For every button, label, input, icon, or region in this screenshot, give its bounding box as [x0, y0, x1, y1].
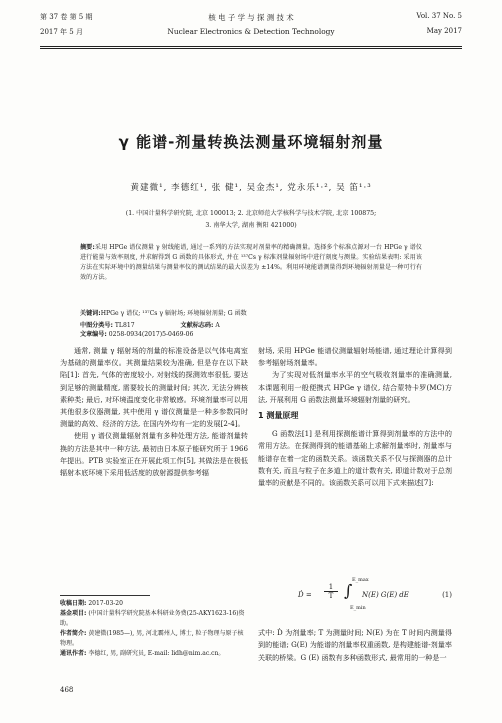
paper-title: γ 能谱-剂量转换法测量环境辐射剂量: [118, 133, 384, 151]
right-paragraph-4: 式中: Ḋ 为剂量率; T 为测量时间; N(E) 为在 T 时间内测量得到的能谱; G(E) 为能谱的剂量率权重函数, 是构建能谱-剂量率关联的桥梁。G (E) 函数有多种函数形式, 最常用的一种是一: [258, 628, 452, 662]
right-paragraph-3: G 函数法[1] 是利用探测能谱计算得到剂量率的方法中的常用方法。在探测得到的能谱基础上求解剂量率时, 剂量率与能谱存在着一定的函数关系。该函数关系不仅与探测器的总计数有关, 而且与粒子在多道上的道计数有关, 即道计数对于总剂量率的贡献是不同的。该函数关系可以用下式来描述[7]:: [258, 429, 452, 488]
header-date-en: May 2017: [426, 27, 462, 35]
clc-label: 中图分类号:: [80, 322, 113, 329]
doc-code: [181, 320, 242, 329]
header-divider: [40, 48, 462, 49]
fraction-denominator: T: [328, 592, 334, 600]
left-paragraph-2: 使用 γ 谱仪测量辐射剂量有多种处理方法, 能谱剂量转换的方法是其中一种方法, 最初由日本原子能研究所于 1966 年提出。PTB 实验室正在开展此项工作[5], 其做法是在极低辐射本底环境下采用低活度的放射源提供参考辐: [60, 431, 248, 478]
affiliation-line-2: 3. 南华大学, 湖南 衡阳 421000): [205, 222, 297, 229]
abstract-text: 采用 HPGe 谱仪测量 γ 射线能谱, 通过一系列的方法实现对剂量率的精确测量。选择多个标准点源对一台 HPGe γ 谱仪进行能量与效率刻度, 并求解得到 G 函数的具体形式, 并在 ¹³⁷Cs γ 标准剂量辐射场中进行刻度与测量。实验结果表明: 采用该方法在实际环境中的测量结果与测量率仪的测试结果的最大误差为 ±14%。利用环境能谱测量得到环境辐射剂量是一种可行有效的方法。: [80, 244, 422, 281]
section-heading: 1 测量原理: [258, 411, 299, 421]
right-column-bottom: [258, 620, 452, 671]
equation-number: (1): [442, 591, 452, 599]
integral-lower-limit: E_min: [350, 605, 366, 611]
equation-1: [258, 577, 452, 617]
keywords-text: HPGe γ 谱仪; ¹³⁷Cs γ 辐射场; 环境辐射剂量; G 函数: [100, 310, 247, 317]
equation-body: N(E) G(E) dE: [362, 591, 409, 599]
header-journal-en: Nuclear Electronics & Detection Technology: [167, 27, 335, 36]
author-bio-label: 作者简介:: [60, 630, 87, 637]
left-paragraph-1: 通常, 测量 γ 辐射场的剂量的标准设备是以气体电离室为基础的测量率仪。其测量结果较为准确, 但是存在以下缺陷[1]: 首先, 气体的密度较小, 对射线的探测效率很低, 要达到足够的测量精度, 需要较长的测量时间; 其次, 无法分辨核素种类; 最后, 对环境温度变化非常敏感。环境剂量率可以用其他很多仪器测量, 其中使用 γ 谱仪测量是一种多参数同时测量的高效、经济的方法, 在国内外均有一定的发展[2-4]。: [60, 346, 248, 429]
footnote-rule: [60, 595, 150, 596]
running-header: [40, 8, 462, 47]
right-column: [258, 345, 452, 489]
keywords-label: 关键词:: [80, 310, 101, 317]
footnote-received: [60, 599, 248, 609]
footnote: [60, 599, 248, 659]
header-date: 2017 年 5 月: [40, 28, 83, 36]
integral-upper-limit: E_max: [352, 577, 369, 583]
header-volume-en: Vol. 37 No. 5: [416, 12, 462, 20]
left-column: [60, 345, 248, 479]
equation-fraction: [324, 583, 338, 600]
clc-value: TL817: [114, 322, 135, 329]
article-code: [80, 329, 215, 338]
page-number: 468: [60, 686, 74, 694]
equation-lhs: Ḋ =: [298, 591, 312, 599]
affiliation-line-1: (1. 中国计量科学研究院, 北京 100013; 2. 北京师范大学核科学与技术学院, 北京 100875;: [125, 210, 377, 217]
right-paragraph-2: 为了实现对低剂量率水平的空气吸收剂量率的准确测量, 本课题利用一般便携式 HPGe γ 谱仪, 结合蒙特卡罗(MC)方法, 开展利用 G 函数法测量环境辐射剂量的研究。: [258, 370, 452, 404]
author-list: 黄建微¹, 李德红¹, 张 健¹, 吴金杰¹, 党永乐¹·², 吴 笛¹·³: [130, 183, 372, 193]
classification-line: [80, 320, 422, 338]
header-journal-cn: 核 电 子 学 与 探 测 技 术: [208, 13, 294, 22]
received-label: 收稿日期:: [60, 600, 87, 607]
footnote-corresponding: [60, 649, 248, 659]
abstract-label: 摘要:: [80, 244, 95, 251]
received-value: 2017-03-20: [88, 600, 123, 607]
fraction-numerator: 1: [324, 583, 338, 592]
corresponding-value: 李德红, 男, 副研究员, E-mail: lidh@nim.ac.cn。: [88, 650, 225, 657]
abstract: [80, 243, 422, 283]
article-value: 0258-0934(2017)5-0469-06: [108, 331, 194, 338]
doc-label: 文献标志码:: [180, 322, 214, 329]
clc-code: [80, 320, 157, 329]
header-volume: 第 37 卷 第 5 期: [40, 13, 93, 21]
author-bio-value: 黄建微(1985—), 男, 河北霸州人, 博士, 粒子物理与原子核物理。: [60, 630, 244, 647]
corresponding-label: 通讯作者:: [60, 650, 87, 657]
fund-value: (中国计量科学研究院基本科研业务费(25-AKY1623-16)资助。: [60, 610, 245, 627]
doc-value: A: [215, 322, 220, 329]
footnote-fund: [60, 609, 248, 629]
article-label: 文章编号:: [80, 331, 107, 338]
right-paragraph-continued: 射场, 采用 HPGe 能谱仪测量辐射场能谱, 通过理论计算得到参考辐射场剂量率。: [258, 346, 452, 368]
fund-label: 基金项目:: [60, 610, 87, 617]
integral-sign: ∫: [344, 581, 353, 600]
keywords: [80, 308, 422, 317]
footnote-author: [60, 629, 248, 649]
